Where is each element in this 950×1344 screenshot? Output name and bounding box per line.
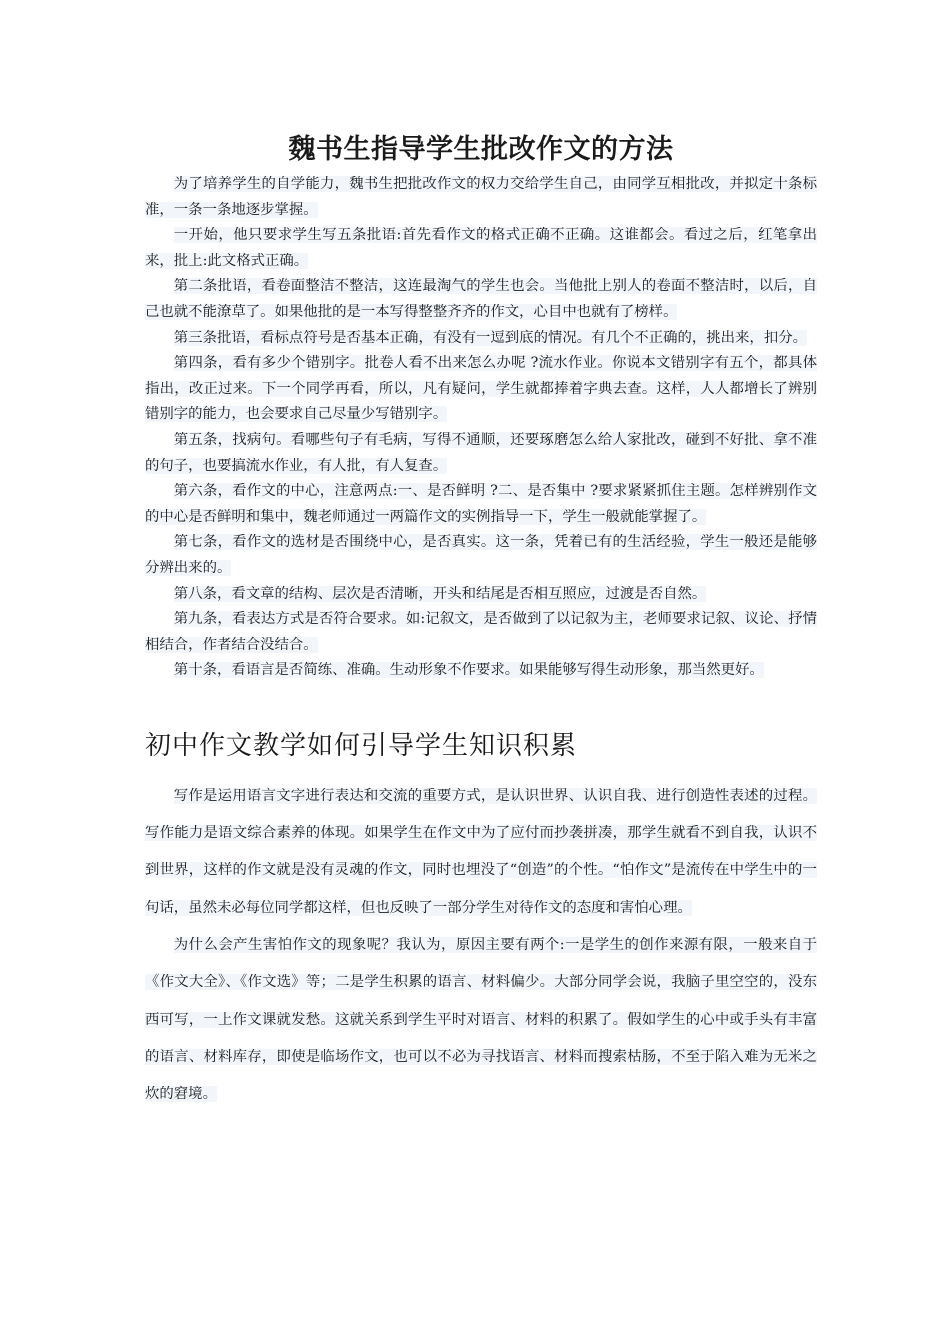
article1-paragraph-11	[145, 658, 817, 684]
paragraph-text: 第四条，看有多少个错别字。批卷人看不出来怎么办呢 ?流水作业。你说本文错别字有五个，都具体指出，改正过来。下一个同学再看，所以，凡有疑问，学生就都捧着字典去查。这样，人人都增长了辨别错别字的能力，也会要求自己尽量少写错别字。	[145, 355, 817, 423]
article1-paragraph-5	[145, 351, 817, 428]
document-page	[145, 128, 817, 1114]
article1-paragraph-2	[145, 223, 817, 274]
paragraph-text: 一开始，他只要求学生写五条批语:首先看作文的格式正确不正确。这谁都会。看过之后，红笔拿出来，批上:此文格式正确。	[145, 227, 817, 269]
paragraph-text: 第二条批语，看卷面整洁不整洁，这连最淘气的学生也会。当他批上别人的卷面不整洁时，以后，自己也就不能潦草了。如果他批的是一本写得整整齐齐的作文，心目中也就有了榜样。	[145, 278, 817, 320]
paragraph-text: 第八条，看文章的结构、层次是否清晰，开头和结尾是否相互照应，过渡是否自然。	[173, 585, 707, 602]
paragraph-text: 第六条，看作文的中心，注意两点:一、是否鲜明 ?二、是否集中 ?要求紧紧抓住主题。怎样辨别作文的中心是否鲜明和集中，魏老师通过一两篇作文的实例指导一下，学生一般就能掌握了。	[145, 483, 817, 525]
article2-paragraph-2	[145, 927, 817, 1113]
article1-paragraph-8	[145, 530, 817, 581]
paragraph-text: 写作是运用语言文字进行表达和交流的重要方式，是认识世界、认识自我、进行创造性表述的过程。写作能力是语文综合素养的体现。如果学生在作文中为了应付而抄袭拼凑，那学生就看不到自我，认识不到世界，这样的作文就是没有灵魂的作文，同时也埋没了“创造”的个性。“怕作文”是流传在中学生中的一句话，虽然未必每位同学都这样，但也反映了一部分学生对待作文的态度和害怕心理。	[145, 787, 817, 916]
article1-paragraph-1	[145, 172, 817, 223]
paragraph-text: 第五条，找病句。看哪些句子有毛病，写得不通顺，还要琢磨怎么给人家批改，碰到不好批、拿不准的句子，也要搞流水作业，有人批，有人复查。	[145, 431, 817, 474]
article1-paragraph-7	[145, 479, 817, 530]
article1-paragraph-3	[145, 274, 817, 325]
article1-paragraph-9	[145, 582, 817, 608]
paragraph-text: 第三条批语，看标点符号是否基本正确，有没有一逗到底的情况。有几个不正确的，挑出来，扣分。	[173, 329, 807, 346]
article1-paragraph-6	[145, 428, 817, 479]
article1-paragraph-4	[145, 326, 817, 352]
paragraph-text: 为了培养学生的自学能力，魏书生把批改作文的权力交给学生自己，由同学互相批改，并拟定十条标准，一条一条地逐步掌握。	[145, 176, 817, 218]
paragraph-text: 第七条，看作文的选材是否围绕中心，是否真实。这一条，凭着已有的生活经验，学生一般还是能够分辨出来的。	[145, 534, 817, 576]
paragraph-text: 第九条，看表达方式是否符合要求。如:记叙文，是否做到了以记叙为主，老师要求记叙、议论、抒情相结合，作者结合没结合。	[145, 611, 817, 653]
article2-paragraph-1	[145, 778, 817, 927]
article1-paragraph-10	[145, 607, 817, 658]
paragraph-text: 为什么会产生害怕作文的现象呢？我认为，原因主要有两个:一是学生的创作来源有限，一般来自于《作文大全》、《作文选》等；二是学生积累的语言、材料偏少。大部分同学会说，我脑子里空空的，没东西可写，一上作文课就发愁。这就关系到学生平时对语言、材料的积累了。假如学生的心中或手头有丰富的语言、材料库存，即使是临场作文，也可以不必为寻找语言、材料而搜索枯肠，不至于陷入难为无米之炊的窘境。	[145, 937, 817, 1103]
article1-title: 魏书生指导学生批改作文的方法	[288, 134, 674, 165]
paragraph-text: 第十条，看语言是否简练、准确。生动形象不作要求。如果能够写得生动形象，那当然更好。	[173, 662, 764, 679]
article2-title: 初中作文教学如何引导学生知识积累	[145, 730, 578, 761]
